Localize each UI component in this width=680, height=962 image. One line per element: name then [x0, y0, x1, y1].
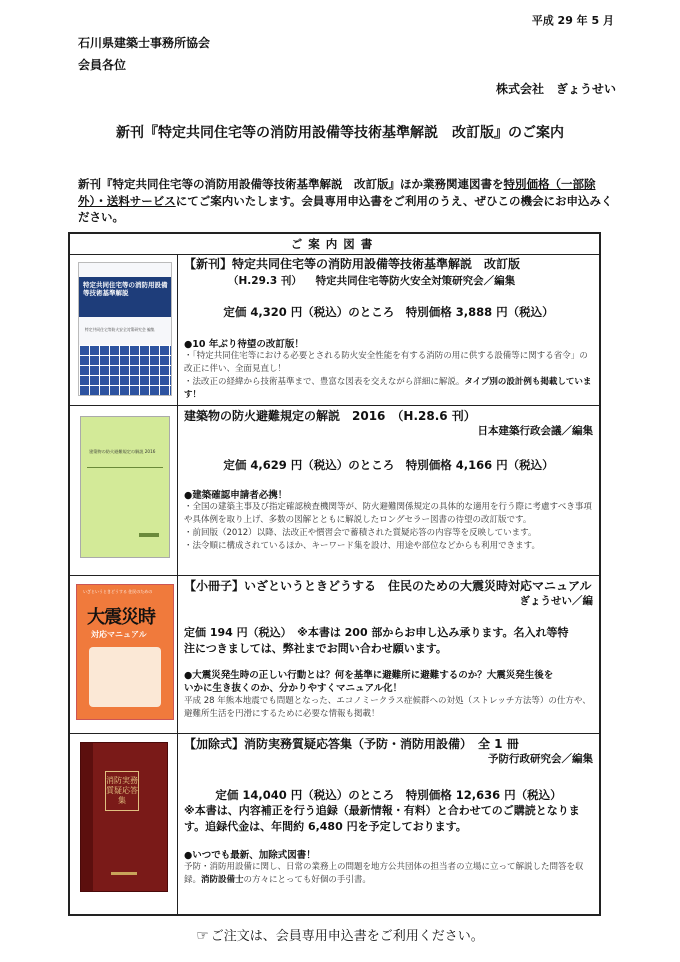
thumb-cell-1: [70, 254, 178, 405]
cover-label: 消防実務質疑応答集: [105, 771, 139, 811]
book-editor: 日本建築行政会議／編集: [477, 425, 593, 437]
book-catalog-table: [68, 232, 601, 916]
price-note-2: 注につきましては、弊社までお問い合わせ願います。: [184, 642, 447, 655]
cover-tagline: いざというときどうする 住民のための: [83, 589, 153, 594]
book-title: 【小冊子】いざというときどうする 住民のための大震災時対応マニュアル: [184, 579, 592, 593]
order-instruction-text: ご注文は、会員専用申込書をご利用ください。: [210, 929, 484, 944]
book-info-1: [184, 256, 593, 402]
cover-grid-pattern: [79, 345, 171, 395]
book-desc-1: 平成 28 年熊本地震でも問題となった、エコノミークラス症候群への対処（ストレッチ方法等）の仕方や、避難所生活を円滑にするために必要な情報も掲載！: [184, 696, 591, 719]
book-desc-1: 予防・消防用設備に関し、日常の業務上の問題を地方公共団体の担当者の立場に立って解説した問答を収録。消防設備士の方々にとっても好個の手引書。: [184, 862, 584, 885]
book-feature-2: いかに生き抜くのか、分かりやすくマニュアル化！: [184, 683, 403, 694]
book-desc-2: ・法改正の経緯から技術基準まで、豊富な図表を交えながら詳細に解説。タイプ別の設計例も掲載しています！: [184, 377, 592, 400]
sender-company: 株式会社 ぎょうせい: [495, 82, 616, 96]
book-info-2: [184, 408, 593, 553]
book-title: 建築物の防火避難規定の解説 2016 （H.28.6 刊）: [184, 409, 476, 423]
book-feature: ●建築確認申請者必携！: [184, 490, 288, 501]
book-desc-1: ・「特定共同住宅等における必要とされる防火安全性能を有する消防の用に供する設備等に関する省令」の改正に伴い、全面見直し！: [184, 351, 588, 374]
book-price: 定価 4,320 円（税込）のところ 特別価格 3,888 円（税込）: [223, 305, 554, 319]
catalog-heading: ご案内図書: [70, 234, 599, 255]
booklet-cover-image: [76, 584, 174, 720]
book-feature-1: ●大震災発生時の正しい行動とは？何を基準に避難所に避難するのか？大震災発生後を: [184, 670, 554, 681]
book-title: 【新刊】特定共同住宅等の消防用設備等技術基準解説 改訂版: [184, 257, 521, 271]
book-feature: ●10 年ぶり待望の改訂版！: [184, 339, 304, 350]
cover-title: 特定共同住宅等の消防用設備等技術基準解説: [83, 281, 168, 297]
book-note-2: す。追録代金は、年間約 6,480 円を予定しております。: [184, 820, 467, 833]
catalog-row-4: [70, 734, 599, 914]
cover-title: 建築物の防火避難規定の解説 2016: [89, 449, 156, 454]
binder-cover-image: [80, 742, 168, 892]
book-desc-1: ・全国の建築主事及び指定確認検査機関等が、防火避難関係規定の具体的な適用を行う際に考慮すべき事項や具体例を取り上げ、多数の図解とともに解説したロングセラー図書の待望の改訂版です。: [184, 502, 592, 525]
catalog-row-2: [70, 406, 599, 576]
book-info-3: [184, 578, 593, 721]
book-price: 定価 4,629 円（税込）のところ 特別価格 4,166 円（税込）: [223, 458, 554, 472]
book-editor: 予防行政研究会／編集: [488, 753, 593, 765]
book-cover-image: [80, 416, 170, 558]
book-date: （H.29.3 刊）: [228, 275, 302, 287]
thumb-cell-4: [70, 734, 178, 914]
book-note-1: ※本書は、内容補正を行う追録（最新情報・有料）と合わせてのご購読となりま: [184, 804, 580, 817]
book-cover-image: [78, 262, 172, 396]
book-editor: 特定共同住宅等防火安全対策研究会／編集: [315, 275, 516, 287]
cover-subtitle: 対応マニュアル: [91, 630, 147, 639]
book-desc-3: ・法令順に構成されているほか、キーワード集を設け、用途や部位などからも利用できます。: [184, 541, 540, 551]
book-desc-2: ・前回版（2012）以降、法改正や慣習会で蓄積された質疑応答の内容等を反映しています。: [184, 528, 537, 538]
thumb-cell-2: [70, 406, 178, 575]
cover-title: 大震災時: [87, 607, 155, 628]
book-editor: ぎょうせい／編: [519, 595, 593, 607]
catalog-row-1: [70, 254, 599, 406]
intro-paragraph: [78, 176, 618, 226]
cover-illustration: [89, 647, 161, 707]
intro-text-1: 新刊『特定共同住宅等の消防用設備等技術基準解説 改訂版』ほか業務関連図書を: [78, 177, 504, 191]
pointing-hand-icon: ☞: [196, 928, 209, 944]
book-feature: ●いつでも最新、加除式図書！: [184, 850, 316, 861]
price-note-1: 定価 194 円（税込） ※本書は 200 部からお申し込み承ります。名入れ等特: [184, 626, 569, 639]
book-price: 定価 14,040 円（税込）のところ 特別価格 12,636 円（税込）: [215, 788, 562, 802]
book-info-4: [184, 736, 593, 887]
recipient-members: 会員各位: [78, 58, 127, 72]
issue-date: 平成 29 年 5 月: [531, 14, 614, 27]
document-title: 新刊『特定共同住宅等の消防用設備等技術基準解説 改訂版』のご案内: [116, 125, 564, 141]
order-instruction: [0, 925, 680, 944]
cover-publisher: 特定共同住宅等防火安全対策研究会 編集: [85, 327, 155, 332]
catalog-row-3: [70, 576, 599, 734]
thumb-cell-3: [70, 576, 178, 733]
recipient-org: 石川県建築士事務所協会: [78, 36, 211, 50]
intro-text-2: にてご案内いたします。会員専用申込書をご利用のうえ、ぜひこの機会にお申込みください。: [78, 193, 613, 225]
book-title: 【加除式】消防実務質疑応答集（予防・消防用設備） 全 1 冊: [184, 737, 519, 751]
intro-special-offer: 特別価格（一部除外）・送料サービス: [78, 177, 596, 208]
